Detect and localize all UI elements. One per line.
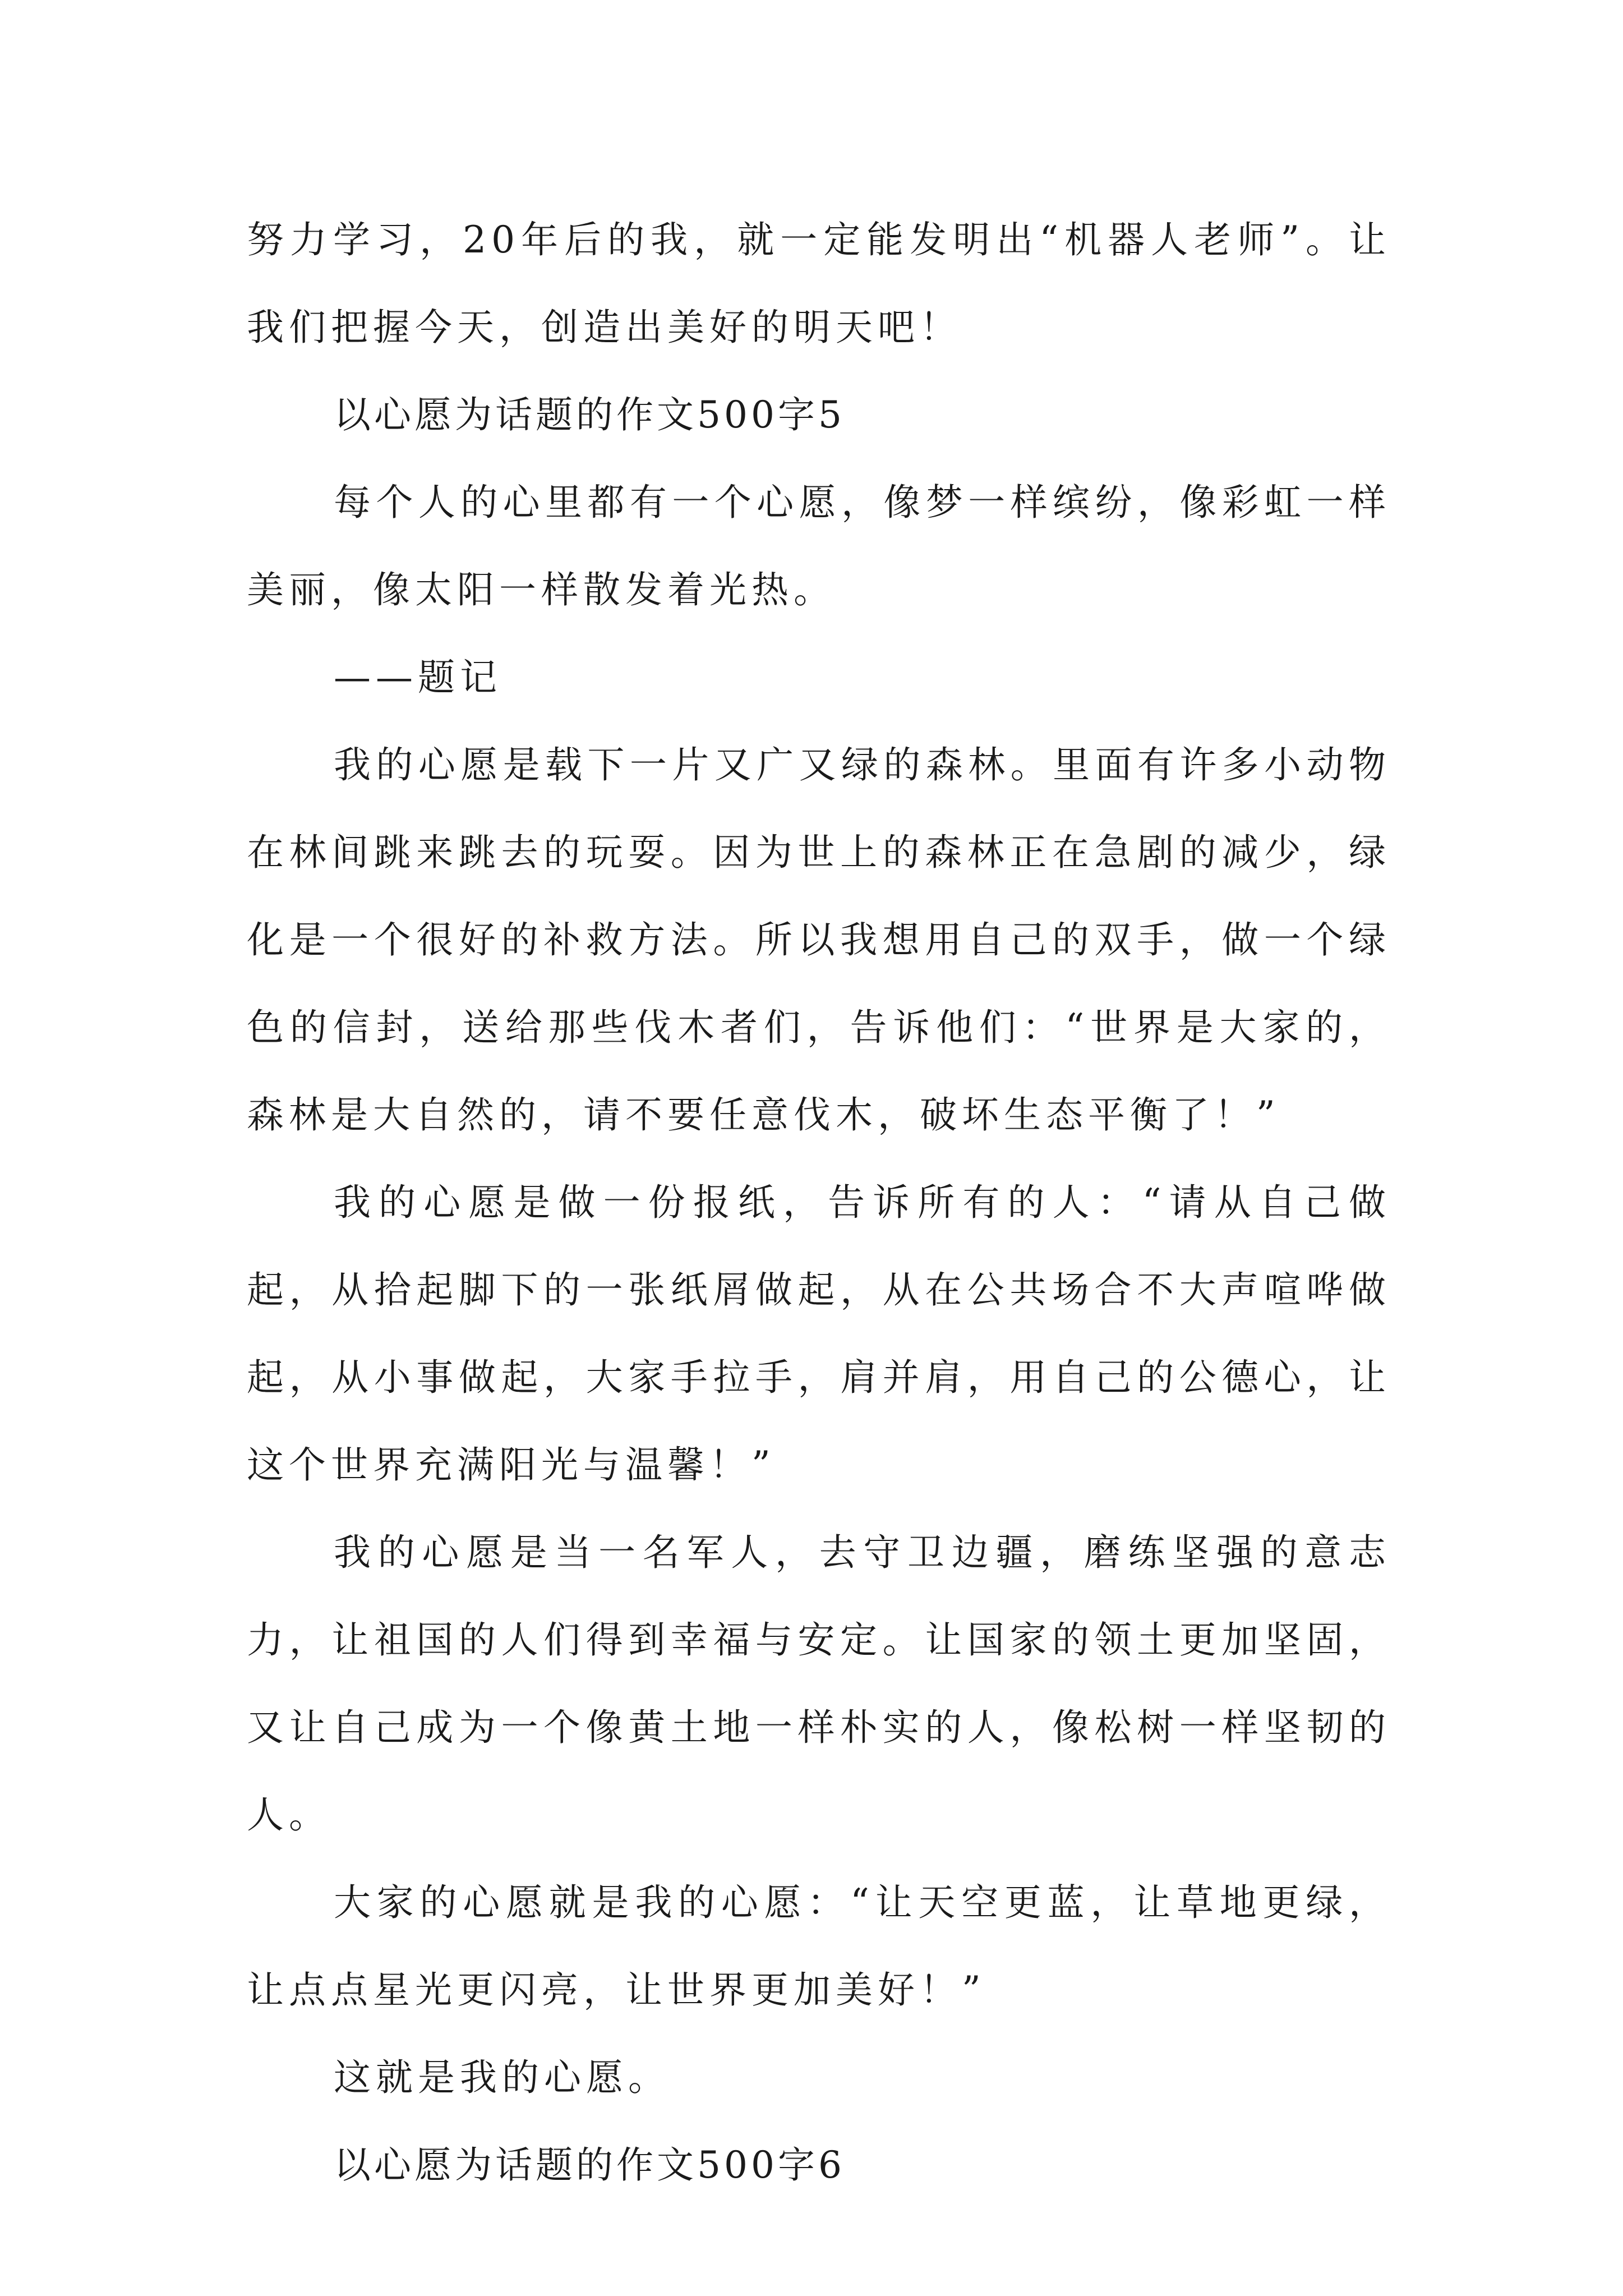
paragraph-intro: 每个人的心里都有一个心愿，像梦一样缤纷，像彩虹一样美丽，像太阳一样散发着光热。 — [247, 481, 1391, 611]
paragraph-conclusion: 这就是我的心愿。 — [334, 2056, 670, 2099]
paragraph-forest-wish: 我的心愿是载下一片又广又绿的森林。里面有许多小动物在林间跳来跳去的玩耍。因为世上的森林正在急剧的减少，绿化是一个很好的补救方法。所以我想用自己的双手，做一个绿色的信封，送给那些伐木者们，告诉他们：“世界是大家的，森林是大自然的，请不要任意伐木，破坏生态平衡了！” — [247, 743, 1391, 1137]
paragraph-everyone-wish: 大家的心愿就是我的心愿：“让天空更蓝，让草地更绿，让点点星光更闪亮，让世界更加美好！” — [247, 1881, 1391, 2012]
paragraph-continuation: 努力学习，20年后的我，就一定能发明出“机器人老师”。让我们把握今天，创造出美好的明天吧！ — [247, 218, 1391, 349]
document-body — [247, 196, 1391, 2209]
paragraph-soldier-wish: 我的心愿是当一名军人，去守卫边疆，磨练坚强的意志力，让祖国的人们得到幸福与安定。让国家的领土更加坚固，又让自己成为一个像黄土地一样朴实的人，像松树一样坚韧的人。 — [247, 1531, 1391, 1837]
essay-title-5: 以心愿为话题的作文500字5 — [334, 393, 845, 436]
essay-title-6: 以心愿为话题的作文500字6 — [334, 2143, 845, 2187]
paragraph-newspaper-wish: 我的心愿是做一份报纸，告诉所有的人：“请从自己做起，从拾起脚下的一张纸屑做起，从在公共场合不大声喧哗做起，从小事做起，大家手拉手，肩并肩，用自己的公德心，让这个世界充满阳光与温馨！” — [247, 1181, 1391, 1487]
paragraph-epigraph-note: ——题记 — [334, 656, 502, 699]
